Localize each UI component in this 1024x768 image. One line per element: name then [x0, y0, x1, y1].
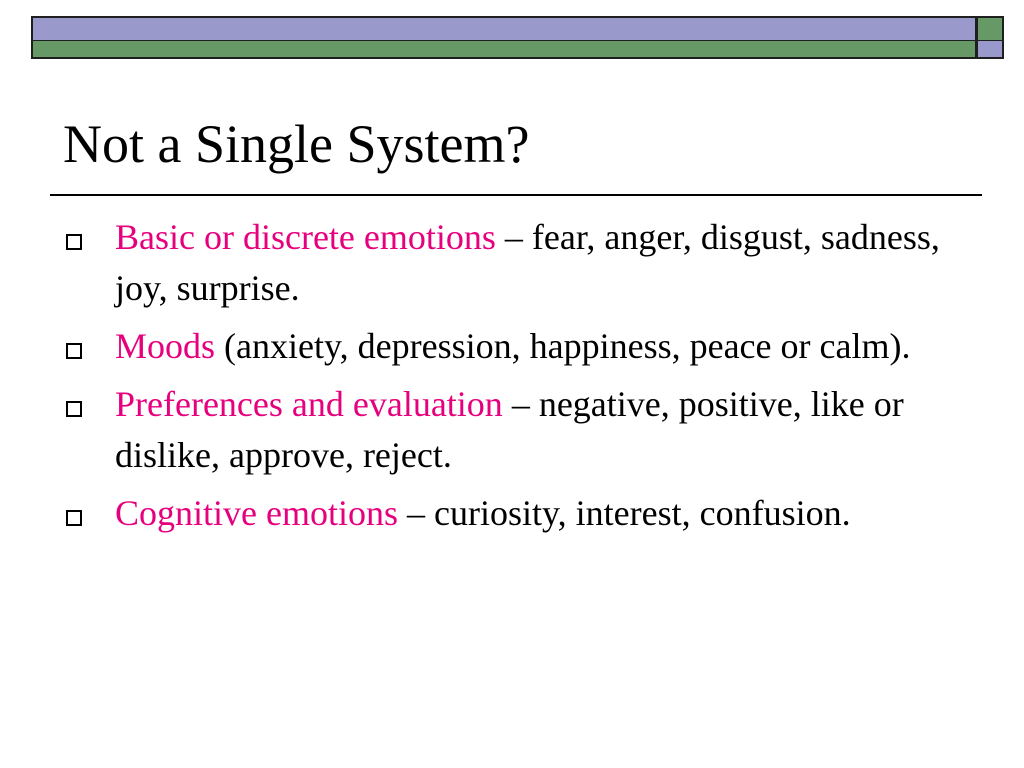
bullet-term: Moods: [115, 326, 216, 366]
bullet-text: – negative, positive, like or dislike, approve, reject.: [115, 384, 904, 475]
title-divider: [50, 194, 982, 196]
hollow-square-icon: [66, 401, 82, 417]
hollow-square-icon: [66, 234, 82, 250]
bullet-term: Cognitive emotions: [115, 493, 398, 533]
bullet-text: – fear, anger, disgust, sadness, joy, surprise.: [115, 217, 940, 308]
header-corner-blue: [976, 40, 1004, 59]
bullet-term: Preferences and evaluation: [115, 384, 503, 424]
bullet-text: – curiosity, interest, confusion.: [398, 493, 851, 533]
bullet-item-moods: [64, 321, 964, 372]
slide-title: Not a Single System?: [63, 114, 530, 174]
header-bar-green: [31, 40, 977, 59]
bullet-item-preferences: [64, 379, 964, 481]
header-bar-blue: [31, 16, 977, 41]
bullet-term: Basic or discrete emotions: [115, 217, 496, 257]
hollow-square-icon: [66, 343, 82, 359]
bullet-list: [64, 212, 964, 546]
bullet-item-basic-emotions: [64, 212, 964, 314]
header-corner-green: [976, 16, 1004, 41]
hollow-square-icon: [66, 510, 82, 526]
bullet-item-cognitive-emotions: [64, 488, 964, 539]
bullet-text: (anxiety, depression, happiness, peace or calm).: [215, 326, 911, 366]
